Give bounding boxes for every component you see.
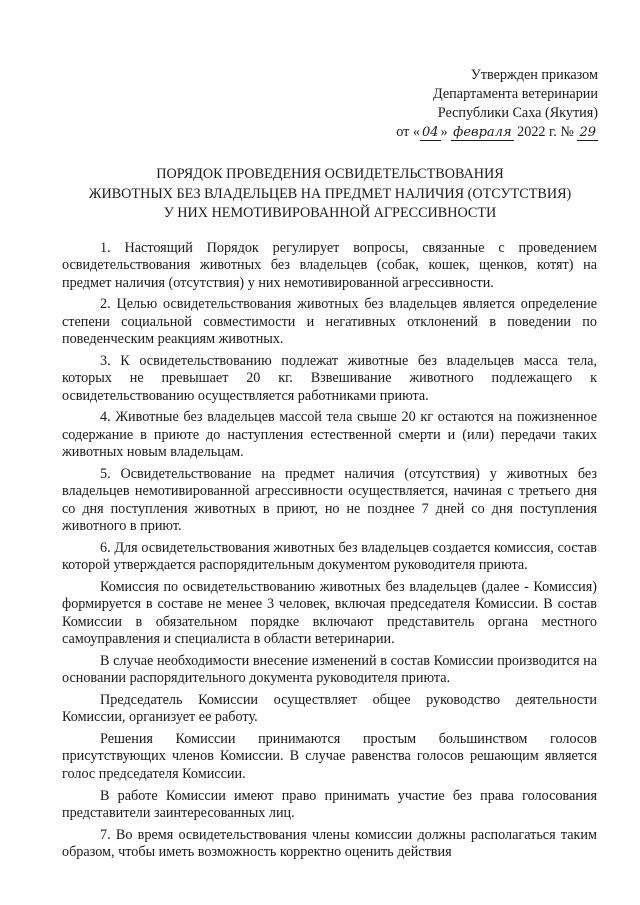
approval-quote-close: » bbox=[440, 124, 448, 140]
approval-from-label: от « bbox=[396, 124, 420, 140]
paragraph-3: 3. К освидетельствованию подлежат животные без владельцев масса тела, которых не превышает 20 кг. Взвешивание животного подлежащего к освидетельствованию осуществляется работниками приюта. bbox=[62, 352, 597, 404]
paragraph-4: 4. Животные без владельцев массой тела свыше 20 кг остаются на пожизненное содержание в приюте до наступления естественной смерти и (или) передачи таких животных новым владельцам. bbox=[62, 409, 597, 461]
approval-line-republic: Республики Саха (Якутия) bbox=[437, 105, 598, 121]
approval-line-order: Утвержден приказом bbox=[470, 67, 598, 83]
paragraph-participants: В работе Комиссии имеют право принимать участие без права голосования представители заинтересованных лиц. bbox=[62, 787, 597, 821]
approval-date-line bbox=[340, 123, 598, 142]
paragraph-2: 2. Целью освидетельствования животных без владельцев является определение степени социальной совместимости и негативных отклонений в поведении по поведенческим реакциям животных. bbox=[62, 296, 597, 348]
document-body bbox=[62, 240, 597, 866]
paragraph-commission-changes: В случае необходимости внесение изменений в состав Комиссии производится на основании распорядительного документа руководителя приюта. bbox=[62, 652, 597, 686]
approval-number-handwritten: 29 bbox=[579, 125, 596, 140]
approval-line-department: Департамента ветеринарии bbox=[433, 86, 598, 102]
approval-month-handwritten: февраля bbox=[453, 125, 512, 140]
paragraph-commission-composition: Комиссия по освидетельствованию животных без владельцев (далее - Комиссия) формируется в составе не менее 3 человек, включая председателя Комиссии. В состав Комиссии в обязательном порядке включают представитель органа местного самоуправления и специалиста в области ветеринарии. bbox=[62, 578, 597, 647]
approval-day-handwritten: 04 bbox=[421, 125, 439, 140]
paragraph-chairman: Председатель Комиссии осуществляет общее руководство деятельности Комиссии, организует ее работу. bbox=[62, 691, 597, 726]
paragraph-1: 1. Настоящий Порядок регулирует вопросы, связанные с проведением освидетельствования животных без владельцев (собак, кошек, щенков, котят) на предмет наличия (отсутствия) у них немотивированной агрессивности. bbox=[62, 240, 597, 291]
title-line-1: ПОРЯДОК ПРОВЕДЕНИЯ ОСВИДЕТЕЛЬСТВОВАНИЯ bbox=[156, 166, 504, 182]
title-line-2: ЖИВОТНЫХ БЕЗ ВЛАДЕЛЬЦЕВ НА ПРЕДМЕТ НАЛИЧИЯ (ОТСУТСТВИЯ) bbox=[88, 185, 572, 202]
paragraph-7: 7. Во время освидетельствования члены комиссии должны располагаться таким образом, чтобы иметь возможность корректно оценить действия bbox=[62, 826, 597, 861]
document-title bbox=[60, 165, 600, 224]
paragraph-decisions: Решения Комиссии принимаются простым большинством голосов присутствующих членов Комиссии. В случае равенства голосов решающим является голос председателя Комиссии. bbox=[62, 731, 597, 782]
approval-year-number-label: 2022 г. № bbox=[517, 124, 574, 140]
paragraph-6: 6. Для освидетельствования животных без владельцев создается комиссия, состав которой утверждается распорядительным документом руководителя приюта. bbox=[62, 539, 597, 574]
approval-block bbox=[340, 66, 598, 142]
title-line-3: У НИХ НЕМОТИВИРОВАННОЙ АГРЕССИВНОСТИ bbox=[163, 205, 497, 221]
paragraph-5: 5. Освидетельствование на предмет наличия (отсутствия) у животных без владельцев немотивированной агрессивности осуществляется, начиная с третьего дня со дня поступления животных в приют, но не позднее 7 дней со дня поступления животного в приют. bbox=[62, 465, 597, 534]
